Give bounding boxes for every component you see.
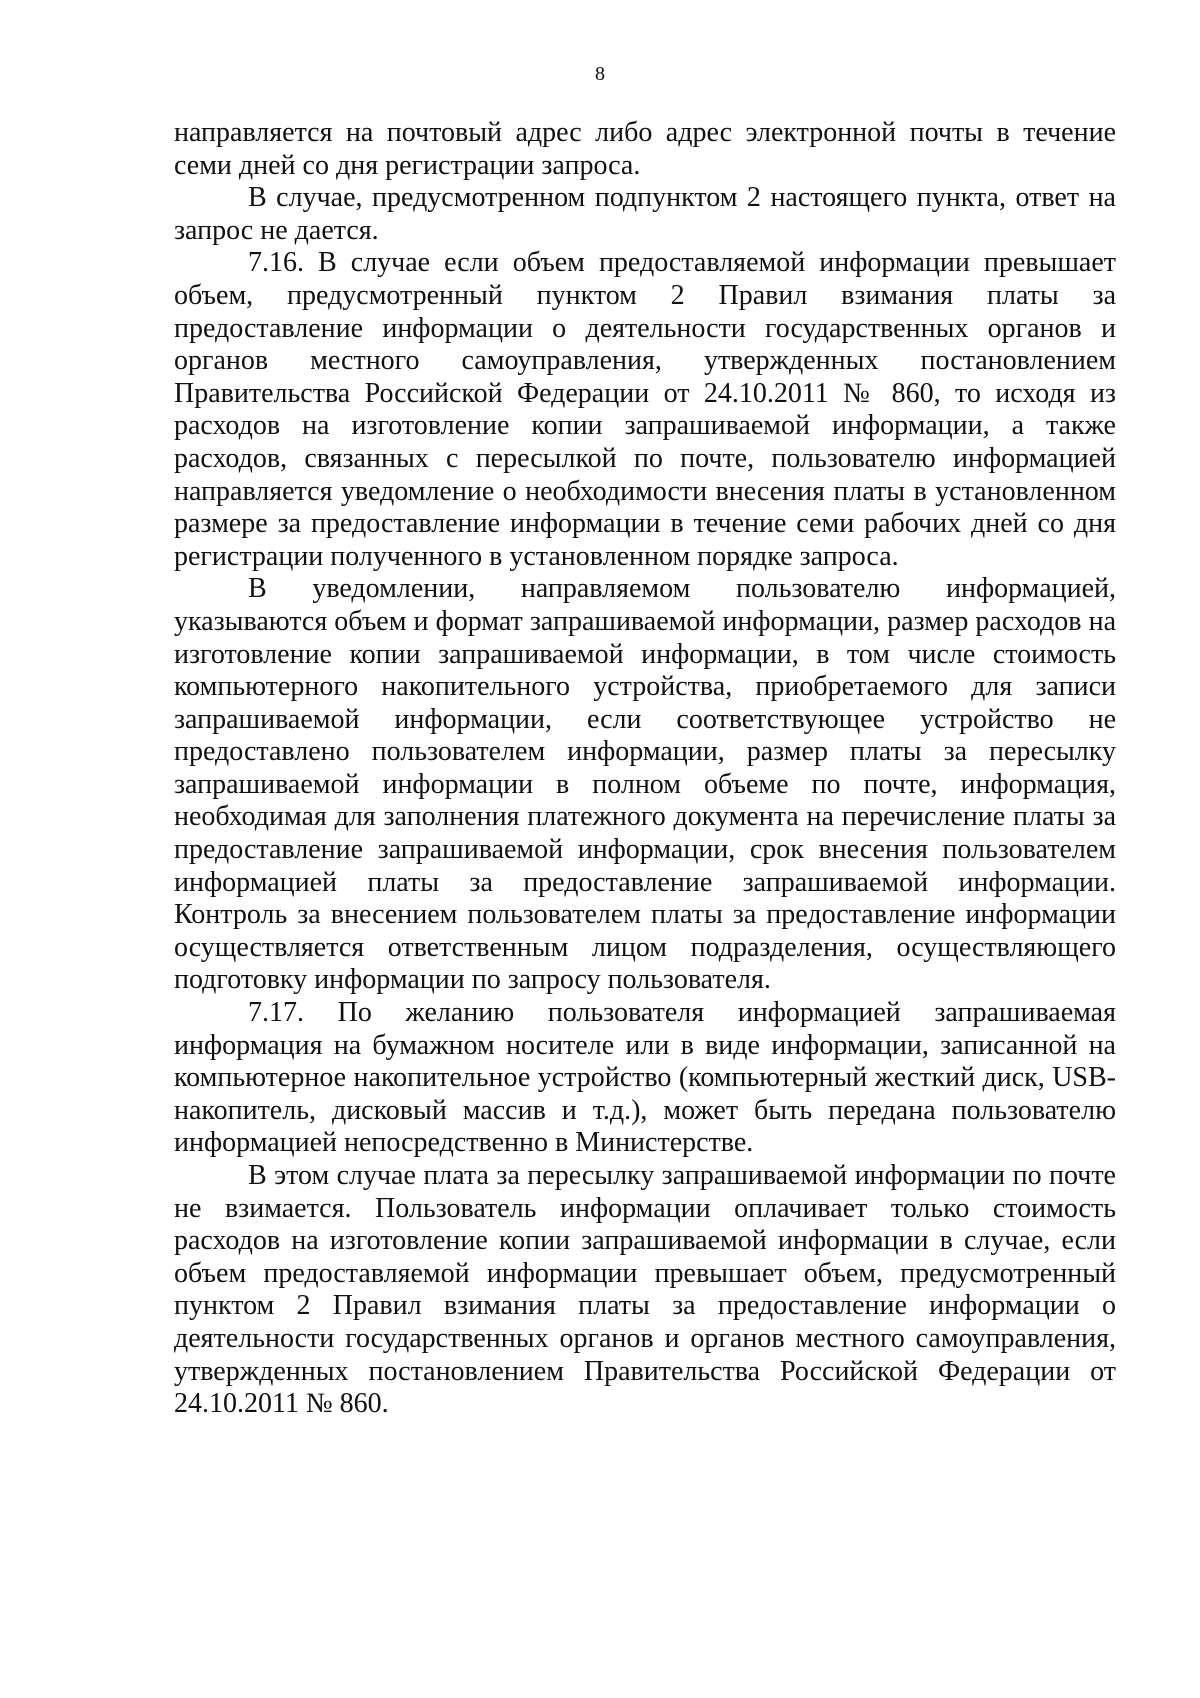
page-number: 8 bbox=[595, 63, 605, 85]
document-body bbox=[174, 117, 1116, 1421]
paragraph-continuation: направляется на почтовый адрес либо адрес электронной почты в течение семи дней со дня регистрации запроса. bbox=[174, 117, 1116, 181]
paragraph-no-response: В случае, предусмотренном подпунктом 2 настоящего пункта, ответ на запрос не дается. bbox=[174, 182, 1116, 246]
paragraph-notification: В уведомлении, направляемом пользователю информацией, указываются объем и формат запрашиваемой информации, размер расходов на изготовление копии запрашиваемой информации, в том числе стоимость компьютерного накопительного устройства, приобретаемого для записи запрашиваемой информации, если соответствующее устройство не предоставлено пользователем информации, размер платы за пересылку запрашиваемой информации в полном объеме по почте, информация, необходимая для заполнения платежного документа на перечисление платы за предоставление запрашиваемой информации, срок внесения пользователем информацией платы за предоставление запрашиваемой информации. Контроль за внесением пользователем платы за предоставление информации осуществляется ответственным лицом подразделения, осуществляющего подготовку информации по запросу пользователя. bbox=[174, 573, 1116, 996]
paragraph-7-17: 7.17. По желанию пользователя информацией запрашиваемая информация на бумажном носителе или в виде информации, записанной на компьютерное накопительное устройство (компьютерный жесткий диск, USB-накопитель, дисковый массив и т.д.), может быть передана пользователю информацией непосредственно в Министерстве. bbox=[174, 997, 1116, 1159]
paragraph-fee-note: В этом случае плата за пересылку запрашиваемой информации по почте не взимается. Пользователь информации оплачивает только стоимость расходов на изготовление копии запрашиваемой информации в случае, если объем предоставляемой информации превышает объем, предусмотренный пунктом 2 Правил взимания платы за предоставление информации о деятельности государственных органов и органов местного самоуправления, утвержденных постановлением Правительства Российской Федерации от 24.10.2011 № 860. bbox=[174, 1160, 1116, 1420]
paragraph-7-16: 7.16. В случае если объем предоставляемой информации превышает объем, предусмотренный пунктом 2 Правил взимания платы за предоставление информации о деятельности государственных органов и органов местного самоуправления, утвержденных постановлением Правительства Российской Федерации от 24.10.2011 № 860, то исходя из расходов на изготовление копии запрашиваемой информации, а также расходов, связанных с пересылкой по почте, пользователю информацией направляется уведомление о необходимости внесения платы в установленном размере за предоставление информации в течение семи рабочих дней со дня регистрации полученного в установленном порядке запроса. bbox=[174, 247, 1116, 572]
